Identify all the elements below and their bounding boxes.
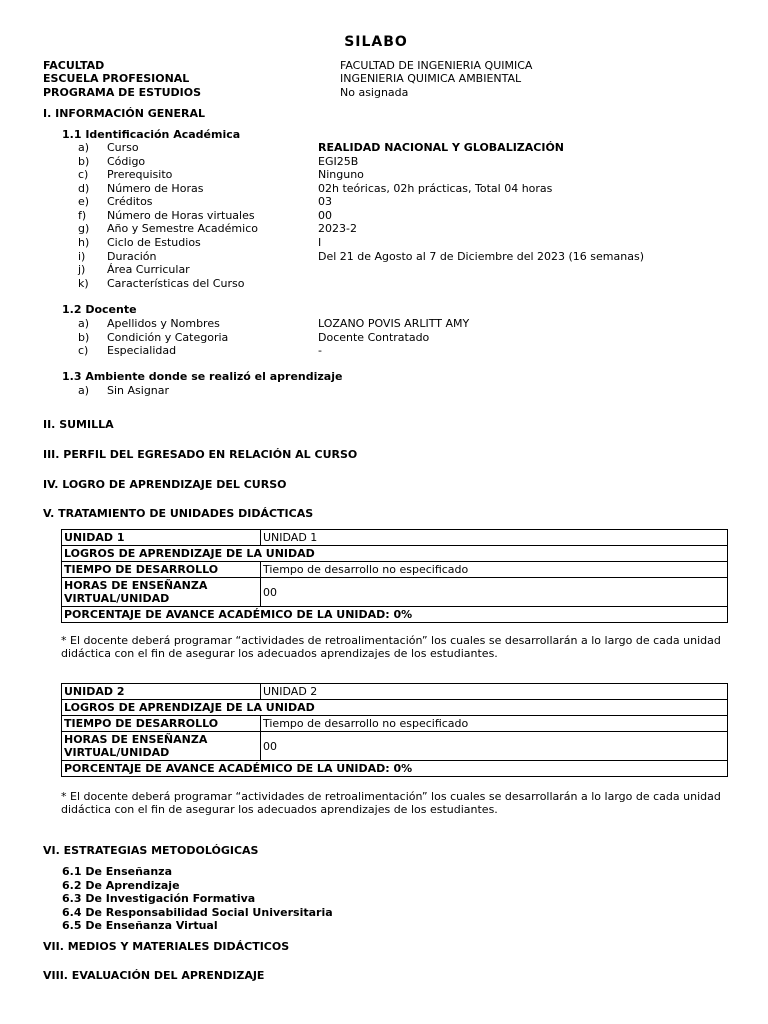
section-heading-medios: VII. MEDIOS Y MATERIALES DIDÁCTICOS bbox=[43, 940, 290, 953]
strategy-item: 6.1 De Enseñanza bbox=[62, 865, 172, 878]
item-letter: a) bbox=[78, 384, 90, 397]
section-heading-unidades: V. TRATAMIENTO DE UNIDADES DIDÁCTICAS bbox=[43, 507, 314, 520]
item-letter: h) bbox=[78, 236, 90, 249]
item-label-area: Área Curricular bbox=[107, 263, 190, 276]
unit-table bbox=[61, 529, 728, 623]
item-letter: c) bbox=[78, 344, 89, 357]
unit-horas-value: 00 bbox=[261, 578, 728, 607]
table-row bbox=[62, 546, 728, 562]
table-row bbox=[62, 716, 728, 732]
unit-porcentaje: PORCENTAJE DE AVANCE ACADÉMICO DE LA UNIDAD: 0% bbox=[62, 761, 728, 777]
strategy-item: 6.2 De Aprendizaje bbox=[62, 879, 180, 892]
section-heading-perfil-egresado: III. PERFIL DEL EGRESADO EN RELACIÓN AL CURSO bbox=[43, 448, 358, 461]
document-title: SILABO bbox=[344, 34, 408, 50]
item-label-prerequisito: Prerequisito bbox=[107, 168, 173, 181]
table-row bbox=[62, 607, 728, 623]
item-value-prerequisito: Ninguno bbox=[318, 168, 364, 181]
section-heading-logro-aprendizaje: IV. LOGRO DE APRENDIZAJE DEL CURSO bbox=[43, 478, 287, 491]
unit-logros: LOGROS DE APRENDIZAJE DE LA UNIDAD bbox=[62, 546, 728, 562]
unit-value: UNIDAD 2 bbox=[261, 684, 728, 700]
item-value-duracion: Del 21 de Agosto al 7 de Diciembre del 2023 (16 semanas) bbox=[318, 250, 644, 263]
header-label-escuela: ESCUELA PROFESIONAL bbox=[43, 72, 190, 85]
item-label-curso: Curso bbox=[107, 141, 139, 154]
header-value-programa: No asignada bbox=[340, 86, 409, 99]
table-row bbox=[62, 732, 728, 761]
item-label-horas: Número de Horas bbox=[107, 182, 204, 195]
table-row bbox=[62, 578, 728, 607]
header-value-facultad: FACULTAD DE INGENIERIA QUIMICA bbox=[340, 59, 533, 72]
strategy-item: 6.4 De Responsabilidad Social Universitaria bbox=[62, 906, 333, 919]
item-label-horas-virtuales: Número de Horas virtuales bbox=[107, 209, 255, 222]
unit-horas-value: 00 bbox=[261, 732, 728, 761]
subsection-heading-docente: 1.2 Docente bbox=[62, 303, 137, 316]
unit-porcentaje: PORCENTAJE DE AVANCE ACADÉMICO DE LA UNIDAD: 0% bbox=[62, 607, 728, 623]
table-row bbox=[62, 562, 728, 578]
unit-tiempo-value: Tiempo de desarrollo no especificado bbox=[261, 716, 728, 732]
item-label-caracteristicas: Características del Curso bbox=[107, 277, 245, 290]
item-value-condicion: Docente Contratado bbox=[318, 331, 430, 344]
item-value-creditos: 03 bbox=[318, 195, 332, 208]
item-value-semestre: 2023-2 bbox=[318, 222, 357, 235]
table-row bbox=[62, 700, 728, 716]
unit-note: * El docente deberá programar “actividades de retroalimentación” los cuales se desarrollarán a lo largo de cada unidad didáctica con el fin de asegurar los adecuados aprendizajes de los estudiantes. bbox=[61, 634, 721, 660]
item-letter: e) bbox=[78, 195, 90, 208]
subsection-heading-ambiente: 1.3 Ambiente donde se realizó el aprendizaje bbox=[62, 370, 343, 383]
item-label-semestre: Año y Semestre Académico bbox=[107, 222, 258, 235]
unit-tiempo-value: Tiempo de desarrollo no especificado bbox=[261, 562, 728, 578]
item-label-condicion: Condición y Categoria bbox=[107, 331, 229, 344]
item-letter: j) bbox=[78, 263, 86, 276]
unit-note: * El docente deberá programar “actividades de retroalimentación” los cuales se desarrollarán a lo largo de cada unidad didáctica con el fin de asegurar los adecuados aprendizajes de los estudiantes. bbox=[61, 790, 721, 816]
section-heading-estrategias: VI. ESTRATEGIAS METODOLÓGICAS bbox=[43, 844, 259, 857]
item-value-ciclo: I bbox=[318, 236, 322, 249]
section-heading-informacion-general: I. INFORMACIÓN GENERAL bbox=[43, 107, 206, 120]
unit-horas-label: HORAS DE ENSEÑANZA VIRTUAL/UNIDAD bbox=[62, 578, 261, 607]
unit-logros: LOGROS DE APRENDIZAJE DE LA UNIDAD bbox=[62, 700, 728, 716]
item-value-codigo: EGI25B bbox=[318, 155, 359, 168]
item-letter: f) bbox=[78, 209, 87, 222]
unit-label: UNIDAD 2 bbox=[62, 684, 261, 700]
unit-horas-label: HORAS DE ENSEÑANZA VIRTUAL/UNIDAD bbox=[62, 732, 261, 761]
item-letter: d) bbox=[78, 182, 90, 195]
unit-tiempo-label: TIEMPO DE DESARROLLO bbox=[62, 716, 261, 732]
header-value-escuela: INGENIERIA QUIMICA AMBIENTAL bbox=[340, 72, 522, 85]
strategy-item: 6.3 De Investigación Formativa bbox=[62, 892, 256, 905]
item-letter: a) bbox=[78, 141, 90, 154]
table-row bbox=[62, 684, 728, 700]
item-label-duracion: Duración bbox=[107, 250, 157, 263]
item-letter: i) bbox=[78, 250, 86, 263]
unit-label: UNIDAD 1 bbox=[62, 530, 261, 546]
item-value-curso: REALIDAD NACIONAL Y GLOBALIZACIÓN bbox=[318, 141, 565, 154]
item-label-creditos: Créditos bbox=[107, 195, 153, 208]
item-value-apellidos: LOZANO POVIS ARLITT AMY bbox=[318, 317, 470, 330]
item-label-sin-asignar: Sin Asignar bbox=[107, 384, 170, 397]
item-letter: b) bbox=[78, 155, 90, 168]
item-label-apellidos: Apellidos y Nombres bbox=[107, 317, 220, 330]
unit-table bbox=[61, 683, 728, 777]
section-heading-sumilla: II. SUMILLA bbox=[43, 418, 114, 431]
item-value-horas-virtuales: 00 bbox=[318, 209, 332, 222]
subsection-heading-identificacion: 1.1 Identificación Académica bbox=[62, 128, 241, 141]
strategy-item: 6.5 De Enseñanza Virtual bbox=[62, 919, 218, 932]
item-letter: c) bbox=[78, 168, 89, 181]
item-letter: a) bbox=[78, 317, 90, 330]
item-letter: k) bbox=[78, 277, 89, 290]
item-letter: g) bbox=[78, 222, 90, 235]
item-label-especialidad: Especialidad bbox=[107, 344, 177, 357]
item-value-especialidad: - bbox=[318, 344, 322, 357]
unit-tiempo-label: TIEMPO DE DESARROLLO bbox=[62, 562, 261, 578]
item-letter: b) bbox=[78, 331, 90, 344]
table-row bbox=[62, 530, 728, 546]
item-label-ciclo: Ciclo de Estudios bbox=[107, 236, 201, 249]
section-heading-evaluacion: VIII. EVALUACIÓN DEL APRENDIZAJE bbox=[43, 969, 265, 982]
unit-value: UNIDAD 1 bbox=[261, 530, 728, 546]
table-row bbox=[62, 761, 728, 777]
header-label-facultad: FACULTAD bbox=[43, 59, 105, 72]
item-value-horas: 02h teóricas, 02h prácticas, Total 04 horas bbox=[318, 182, 553, 195]
header-label-programa: PROGRAMA DE ESTUDIOS bbox=[43, 86, 202, 99]
item-label-codigo: Código bbox=[107, 155, 146, 168]
